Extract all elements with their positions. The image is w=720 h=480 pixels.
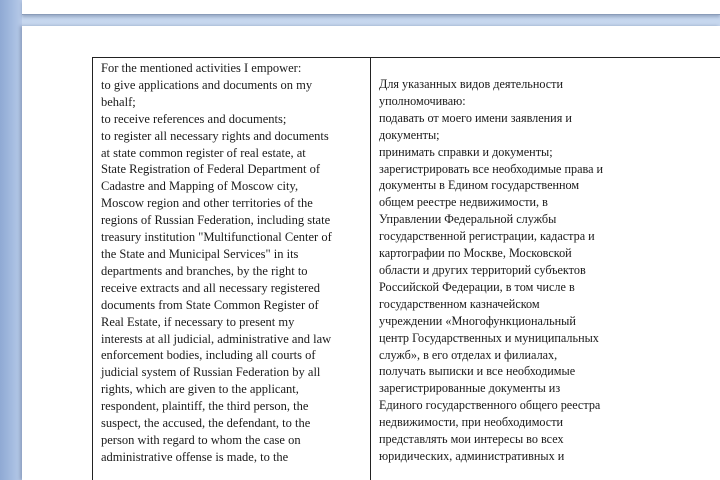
english-text-line: behalf; (101, 94, 136, 109)
english-text-line: rights, which are given to the applicant, (101, 382, 299, 397)
english-text-line: suspect, the accused, the defendant, to the (101, 416, 311, 431)
previous-page-bottom (22, 0, 720, 15)
russian-text-line: картографии по Москве, Московской (379, 246, 572, 261)
english-text-line: at state common register of real estate, at (101, 145, 306, 160)
russian-text-line: уполномочиваю: (379, 93, 466, 108)
russian-text-line: юридических, административных и (379, 448, 565, 463)
english-text-line: departments and branches, by the right to (101, 263, 308, 278)
english-text-line: For the mentioned activities I empower: (101, 61, 302, 75)
window-left-margin (0, 0, 22, 480)
russian-text-line: центр Государственных и муниципальных (379, 330, 599, 345)
russian-text-line: государственной регистрации, кадастра и (379, 229, 595, 244)
translation-table (92, 57, 720, 480)
russian-text-line: документы; (379, 127, 440, 142)
russian-text-line: принимать справки и документы; (379, 144, 553, 159)
russian-text-line: учреждении «Многофункциональный (379, 313, 576, 328)
russian-text-line: документы в Едином государственном (379, 178, 580, 193)
english-text-line: administrative offense is made, to the (101, 449, 289, 464)
russian-text-line: Управлении Федеральной службы (379, 212, 557, 227)
english-text-line: judicial system of Russian Federation by all (101, 365, 321, 380)
russian-text-line: недвижимости, при необходимости (379, 415, 564, 430)
english-text-line: the State and Municipal Services" in its (101, 246, 299, 261)
english-text-cell[interactable] (93, 58, 371, 480)
english-text-line: to give applications and documents on my (101, 77, 313, 92)
russian-text-line: области и других территорий субъектов (379, 262, 586, 277)
russian-text-line: зарегистрировать все необходимые права и (379, 161, 604, 176)
russian-text-line: представлять мои интересы во всех (379, 432, 564, 447)
english-text-line: to register all necessary rights and documents (101, 128, 329, 143)
english-text-line: receive extracts and all necessary registered (101, 280, 320, 295)
english-text-line: State Registration of Federal Department of (101, 162, 321, 177)
english-text-line: respondent, plaintiff, the third person, the (101, 399, 309, 414)
english-text-line: documents from State Common Register of (101, 297, 319, 312)
russian-text-line: государственном казначейском (379, 296, 540, 311)
russian-text-line: зарегистрированные документы из (379, 381, 561, 396)
russian-text-cell[interactable] (371, 58, 720, 480)
english-text-line: Real Estate, if necessary to present my (101, 314, 295, 329)
russian-text-line: получать выписки и все необходимые (379, 364, 576, 379)
english-text-line: interests at all judicial, administrative and law (101, 331, 332, 346)
english-text-line: Moscow region and other territories of the (101, 196, 313, 211)
english-text-line: Cadastre and Mapping of Moscow city, (101, 179, 299, 194)
document-page (22, 26, 720, 480)
russian-text-line: Единого государственного общего реестра (379, 398, 601, 413)
russian-text-line: общем реестре недвижимости, в (379, 195, 548, 210)
english-text-line: person with regard to whom the case on (101, 432, 301, 447)
russian-text-line: служб», в его отделах и филиалах, (379, 347, 558, 362)
english-text-line: treasury institution "Multifunctional Center of (101, 230, 332, 245)
russian-text-line: Для указанных видов деятельности (379, 77, 564, 91)
english-text-line: to receive references and documents; (101, 111, 287, 126)
russian-text-line: Российской Федерации, в том числе в (379, 279, 575, 294)
english-text-line: regions of Russian Federation, including state (101, 213, 331, 228)
russian-text-line: подавать от моего имени заявления и (379, 110, 572, 125)
english-text-line: enforcement bodies, including all courts of (101, 348, 316, 363)
